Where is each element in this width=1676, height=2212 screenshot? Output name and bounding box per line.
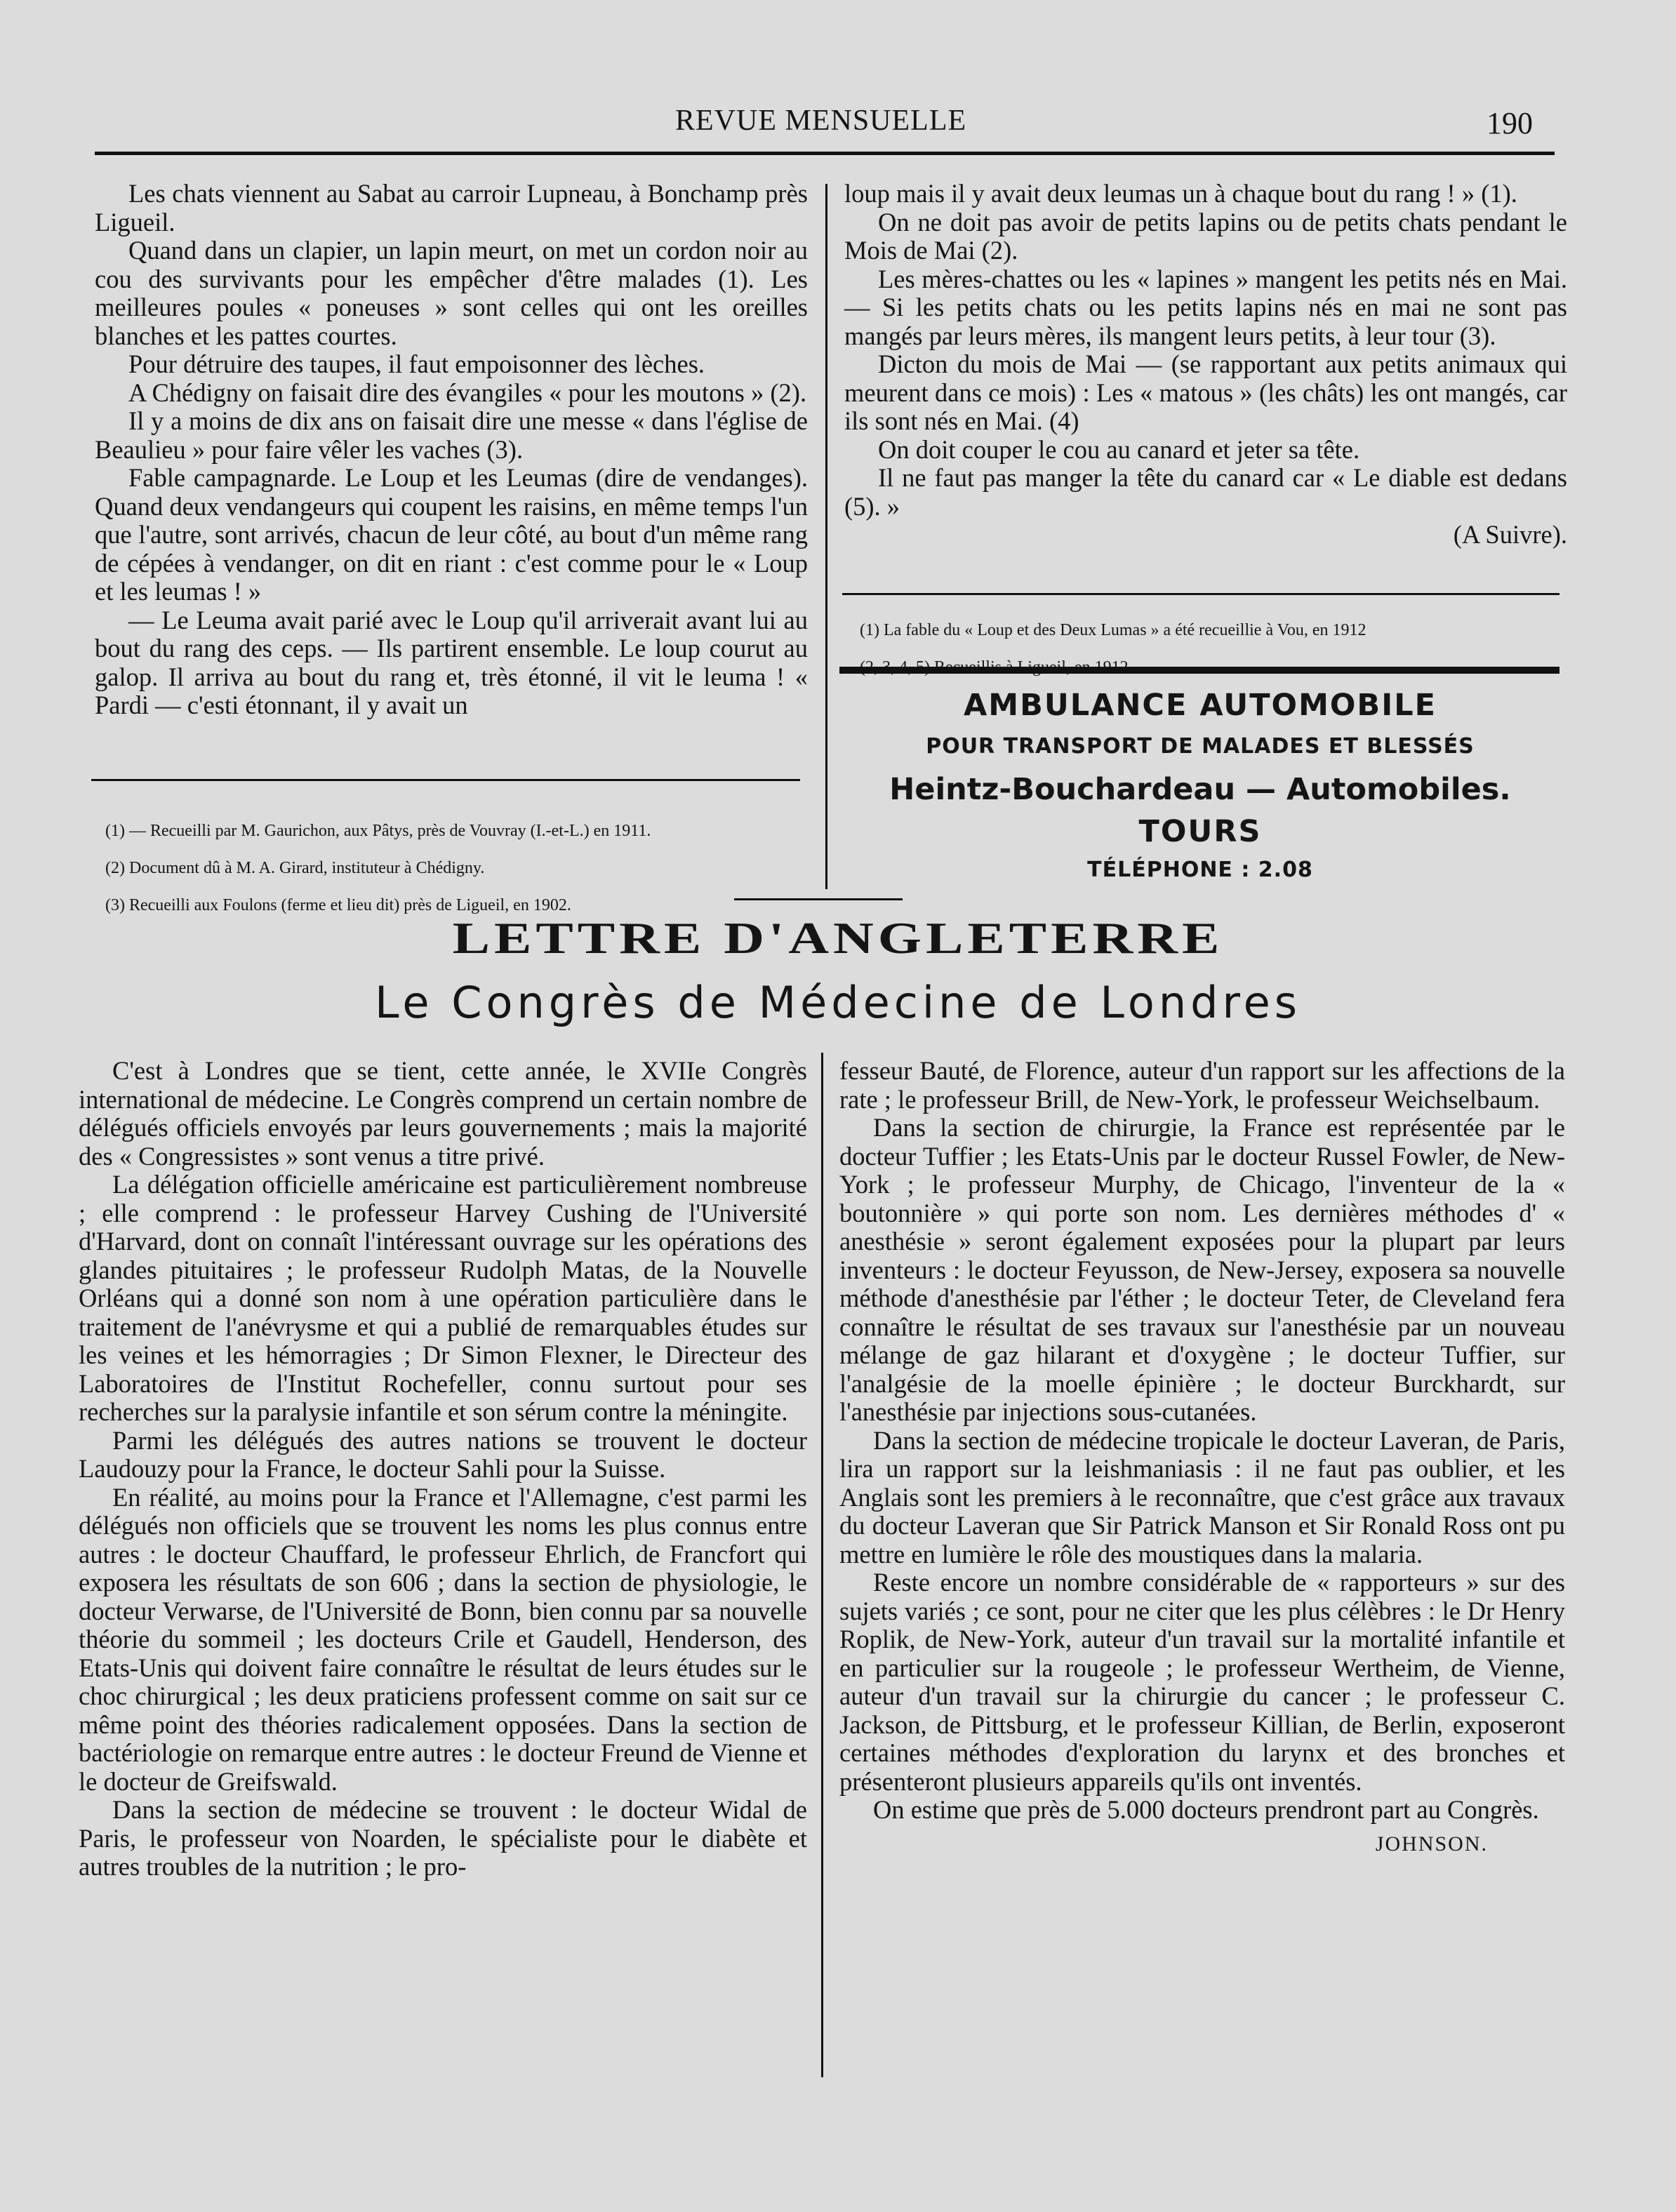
column-divider-article (821, 1053, 823, 2077)
paragraph: C'est à Londres que se tient, cette année, le XVIIe Congrès international de médecine. Le Congrès comprend un certain nombre de délégués officiels envoyés par leurs gouvernements ; mais la majorité des « Congressistes » sont venus a titre privé. (79, 1056, 807, 1171)
article-top-rule (734, 898, 903, 900)
paragraph: Dans la section de médecine se trouvent : le docteur Widal de Paris, le professeur von Noarden, le spécialiste pour le diabète et autres troubles de la nutrition ; le pro- (79, 1795, 807, 1881)
running-title: REVUE MENSUELLE (675, 105, 967, 137)
paragraph: Fable campagnarde. Le Loup et les Leumas (dire de vendanges). Quand deux vendangeurs qui coupent les raisins, en même temps l'un que l'autre, sont arrivés, chacun de leur côté, au bout d'un même rang de cépées à vendanger, on dit en riant : c'est comme pour le « Loup et les leumas ! » (95, 463, 808, 606)
top-left-column (95, 180, 808, 720)
footnote: (3) Recueilli aux Foulons (ferme et lieu dit) près de Ligueil, en 1902. (105, 896, 571, 914)
a-suivre: (A Suivre). (1453, 520, 1567, 549)
article-title: Le Congrès de Médecine de Londres (374, 977, 1302, 1028)
article-left-column (79, 1057, 807, 1881)
footnote: (2) Document dû à M. A. Girard, instituteur à Chédigny. (105, 859, 485, 877)
advert-line1: AMBULANCE AUTOMOBILE (964, 688, 1437, 723)
paragraph: Les mères-chattes ou les « lapines » mangent les petits nés en Mai. — Si les petits chats ou les petits lapins nés en mai ne sont pas mangés par leurs mères, ils mangent leurs petits, à leur tour (3). (844, 264, 1567, 350)
paragraph: fesseur Bauté, de Florence, auteur d'un rapport sur les affections de la rate ; le professeur Brill, de New-York, le professeur Weichselbaum. (839, 1056, 1565, 1114)
paragraph: Parmi les délégués des autres nations se trouvent le docteur Laudouzy pour la France, le docteur Sahli pour la Suisse. (79, 1425, 807, 1483)
advert-line4: TOURS (1138, 814, 1262, 849)
paragraph: — Le Leuma avait parié avec le Loup qu'il arriverait avant lui au bout du rang des ceps. — Ils partirent ensemble. Le loup courut au galop. Il arriva au bout du rang et, très étonné, il vit le leuma ! « Pardi — c'esti étonnant, il y avait un (95, 605, 808, 719)
footnotes-right (860, 604, 1562, 695)
paragraph: loup mais il y avait deux leumas un à chaque bout du rang ! » (1). (844, 179, 1517, 208)
footnote: (1) — Recueilli par M. Gaurichon, aux Pâtys, près de Vouvray (I.-et-L.) en 1911. (105, 822, 651, 840)
paragraph: Reste encore un nombre considérable de « rapporteurs » sur des sujets variés ; ce sont, pour ne citer que les plus célèbres : le Dr Henry Roplik, de New-York, auteur d'un travail sur la mortalité infantile et en particulier sur la rougeole ; le professeur Wertheim, de Vienne, auteur d'un travail sur la chirurgie du cancer ; le professeur C. Jackson, de Pittsburg, et le professeur Killian, de Berlin, exposeront certaines méthodes d'exploration du larynx et des bronches et présenteront plusieurs appareils qu'ils ont inventés. (839, 1568, 1565, 1796)
paragraph: Dicton du mois de Mai — (se rapportant aux petits animaux qui meurent dans ce mois) : Les « matous » (les châts) les ont mangés, car ils sont nés en Mai. (4) (844, 349, 1567, 435)
footnote-rule-right (842, 593, 1559, 595)
paragraph: En réalité, au moins pour la France et l'Allemagne, c'est parmi les délégués non officiels que se trouvent les noms les plus connus entre autres : le docteur Chauffard, le professeur Ehrlich, de Francfort qui exposera les résultats de son 606 ; dans la section de physiologie, le docteur Verwarse, de l'Université de Bonn, bien connu par sa nouvelle théorie du sommeil ; les docteurs Crile et Gaudell, Henderson, des Etats-Unis qui doivent faire connaître le résultat de leurs études sur le choc chirurgical ; les deux praticiens professent comme on sait sur ce même point des théories radicalement opposées. Dans la section de bactériologie on remarque entre autres : le docteur Freund de Vienne et le docteur de Greifswald. (79, 1482, 807, 1796)
advert-line5: TÉLÉPHONE : 2.08 (1087, 858, 1313, 882)
paragraph: Les chats viennent au Sabat au carroir Lupneau, à Bonchamp près Ligueil. (95, 179, 808, 236)
paragraph: La délégation officielle américaine est particulièrement nombreuse ; elle comprend : le professeur Harvey Cushing de l'Université d'Harvard, dont on connaît l'intéressant ouvrage sur les opérations des glandes pituitaires ; le professeur Rudolph Matas, de la Nouvelle Orléans qui a donné son nom à une opération particulière dans le traitement de l'anévrysme et qui a publié de remarquables études sur les veines et les hémorragies ; Dr Simon Flexner, le Directeur des Laboratoires de l'Institut Rochefeller, connu surtout pour ses recherches sur la paralysie infantile et son sérum contre la méningite. (79, 1170, 807, 1426)
paragraph: On ne doit pas avoir de petits lapins ou de petits chats pendant le Mois de Mai (2). (844, 207, 1567, 265)
advert-rule (839, 667, 1559, 674)
footnote: (1) La fable du « Loup et des Deux Lumas » a été recueillie à Vou, en 1912 (860, 621, 1366, 639)
article-right-column (839, 1057, 1565, 1858)
top-right-column (844, 180, 1567, 549)
signature: JOHNSON. (1375, 1832, 1488, 1855)
footnote-rule-left (91, 779, 800, 781)
paragraph: Pour détruire des taupes, il faut empoisonner des lèches. (128, 349, 705, 378)
advert-line2: POUR TRANSPORT DE MALADES ET BLESSÉS (926, 734, 1475, 759)
paragraph: Dans la section de chirurgie, la France est représentée par le docteur Tuffier ; les Etats-Unis par le docteur Russel Fowler, de New-York ; le professeur Murphy, de Chicago, l'inventeur de la « boutonnière » qui porte son nom. Les dernières méthodes d' « anesthésie » seront également exposées pour la plupart par leurs inventeurs : le docteur Feyusson, de New-Jersey, exposera sa nouvelle méthode d'anesthésie par l'éther ; le docteur Teter, de Cleveland fera connaître le résultat de ses travaux sur l'anesthésie par un nouveau mélange de gaz hilarant et d'oxygène ; le docteur Tuffier, sur l'analgésie de la moelle épinière ; le docteur Burckhardt, sur l'anesthésie par injections sous-cutanées. (839, 1113, 1565, 1426)
header-rule (95, 152, 1555, 155)
column-divider-top (825, 184, 827, 889)
paragraph: On doit couper le cou au canard et jeter sa tête. (878, 434, 1360, 464)
paragraph: Dans la section de médecine tropicale le docteur Laveran, de Paris, lira un rapport sur la leishmaniasis : il ne faut pas oublier, et les Anglais sont les premiers à le reconnaître, que c'est grâce aux travaux du docteur Laveran que Sir Patrick Manson et Sir Ronald Ross ont pu mettre en lumière le rôle des moustiques dans la malaria. (839, 1425, 1565, 1568)
paragraph: A Chédigny on faisait dire des évangiles « pour les moutons » (2). (128, 378, 807, 407)
advert-line3: Heintz-Bouchardeau — Automobiles. (889, 772, 1511, 807)
paragraph: Quand dans un clapier, un lapin meurt, on met un cordon noir au cou des survivants pour les empêcher d'être malades (1). Les meilleures poules « poneuses » sont celles qui ont les oreilles blanches et les pattes courtes. (95, 236, 808, 350)
paragraph: On estime que près de 5.000 docteurs prendront part au Congrès. (873, 1795, 1539, 1824)
article-kicker: LETTRE D'ANGLETERRE (452, 913, 1224, 964)
page-number: 190 (1487, 106, 1533, 140)
paragraph: Il ne faut pas manger la tête du canard car « Le diable est dedans (5). » (844, 463, 1567, 521)
paragraph: Il y a moins de dix ans on faisait dire une messe « dans l'église de Beaulieu » pour faire vêler les vaches (3). (95, 406, 808, 464)
